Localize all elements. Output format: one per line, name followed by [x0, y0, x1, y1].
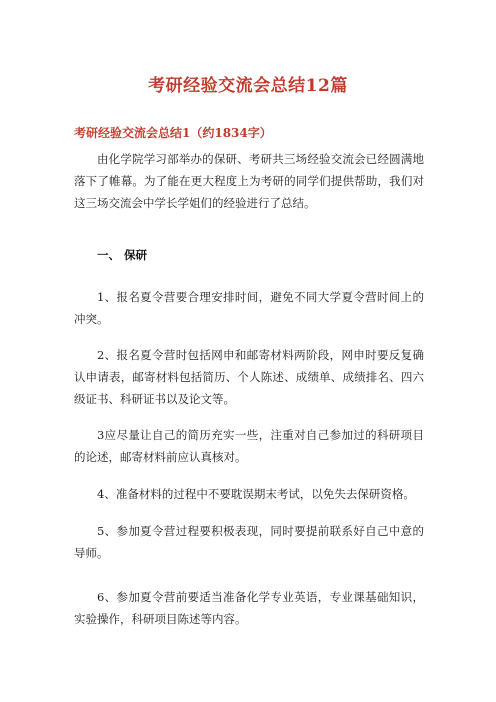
list-item: 3应尽量让自己的简历充实一些，注重对自己参加过的科研项目的论述，邮寄材料前应认真核对。 — [74, 428, 424, 464]
document-title: 考研经验交流会总结12篇 — [148, 76, 348, 96]
intro-paragraph: 由化学院学习部举办的保研、考研共三场经验交流会已经圆满地落下了帷幕。为了能在更大程度上为考研的同学们提供帮助，我们对这三场交流会中学长学姐们的经验进行了总结。 — [74, 152, 424, 210]
list-item: 4、准备材料的过程中不要耽误期末考试，以免失去保研资格。 — [97, 487, 415, 501]
heading-baoyan: 一、 保研 — [97, 248, 148, 262]
list-item: 2、报名夏令营时包括网申和邮寄材料两阶段，网申时要反复确认申请表，邮寄材料包括简历、个人陈述、成绩单、成绩排名、四六级证书、科研证书以及论文等。 — [74, 348, 424, 406]
section-title: 考研经验交流会总结1（约1834字） — [74, 126, 272, 140]
list-item: 5、参加夏令营过程要积极表现，同时要提前联系好自己中意的导师。 — [74, 524, 424, 560]
list-item: 1、报名夏令营要合理安排时间，避免不同大学夏令营时间上的冲突。 — [74, 290, 424, 326]
list-item: 6、参加夏令营前要适当准备化学专业英语，专业课基础知识，实验操作，科研项目陈述等内容。 — [74, 590, 424, 626]
